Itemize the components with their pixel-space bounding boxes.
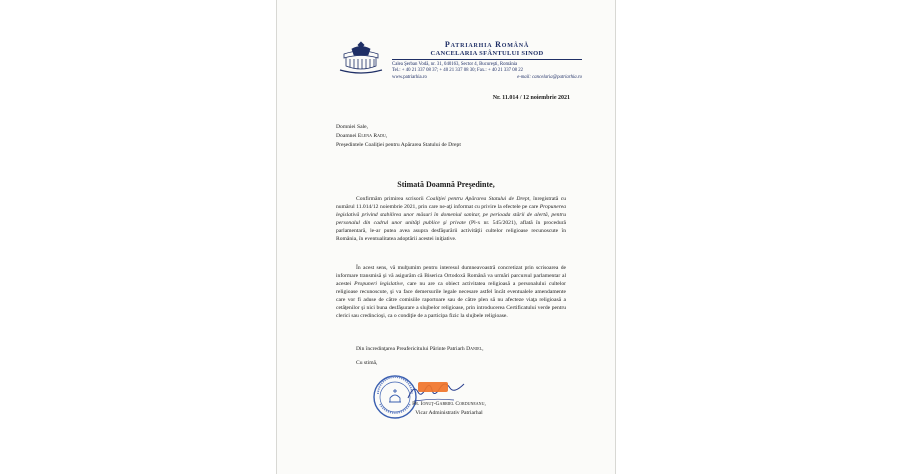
recipient-name: Elena Radu — [357, 133, 386, 139]
signature-block — [394, 400, 504, 418]
letterhead-rule — [392, 59, 582, 60]
closing-text: Cu stimă, — [356, 360, 378, 366]
recipient-prefix: Doamnei — [336, 133, 358, 139]
redaction-mark — [418, 382, 448, 392]
p1-text-a: Confirmăm primirea scrisorii — [356, 196, 427, 202]
paragraph-3 — [336, 345, 566, 353]
paragraph-1 — [336, 195, 566, 243]
page-edge-left — [276, 0, 277, 474]
p3-patriarch-name: Daniel — [466, 346, 483, 352]
letterhead — [392, 40, 582, 81]
closing — [336, 359, 566, 367]
salutation: Stimată Doamnă Preşedinte, — [397, 180, 495, 189]
p3-text-a: Din încredinţarea Preafericitului Părinte Patriarh — [356, 346, 467, 352]
paragraph-2 — [336, 264, 566, 320]
letterhead-email: e-mail: cancelaria@patriarhia.ro — [517, 74, 582, 80]
registration-number: Nr. 11.014 / 12 noiembrie 2021 — [492, 95, 570, 101]
page-edge-right — [615, 0, 616, 474]
recipient-line-2 — [336, 132, 461, 141]
p1-text-e: (Pl-x nr. 545/2021), aflată în procedură parlamentară, le-ar putea avea asupra desfăşurării activităţii cultelor religioase recunoscute în România, în eventualitatea adoptării acestei iniţiative. — [336, 220, 566, 242]
p2-text-a: În acest sens, vă mulţumim pentru interesul dumneavoastră concretizat prin scrisoarea de informare transmisă şi vă asigurăm că Biserica Ortodoxă Română va urmări parcursul parlamentar al acestei — [336, 265, 566, 287]
patriarchate-crest-icon — [338, 40, 384, 74]
letter-page — [276, 0, 616, 474]
p1-text-c: , înregistrată cu numărul 11.014/12 noiembrie 2021, prin care ne-aţi informat cu privire la efectele pe care — [336, 196, 566, 210]
signatory-role: Vicar Administrativ Patriarhal — [415, 410, 483, 416]
letterhead-subtitle: CANCELARIA SFÂNTULUI SINOD — [430, 50, 544, 57]
recipient-block — [336, 123, 461, 150]
recipient-suffix: , — [385, 133, 388, 139]
signatory-name: Pr. Ionuţ-Gabriel Corduneanu, — [412, 401, 486, 407]
recipient-line-1: Domniei Sale, — [336, 124, 369, 130]
letterhead-website: www.patriarhia.ro — [392, 74, 427, 80]
p3-text-c: , — [482, 346, 484, 352]
letterhead-phones: Tel.: + 40 21 337 08 37; + 40 21 337 08 30; Fax.: + 40 21 337 08 22 — [392, 68, 524, 74]
letterhead-title: Patriarhia Română — [444, 40, 530, 49]
letterhead-contacts — [392, 75, 582, 81]
letterhead-address: Calea Şerban Vodă, nr. 31, 040163, Sector 4, Bucureşti, România — [392, 62, 518, 67]
p2-text-c: , care nu are ca obiect activitatea religioasă a personalului cultelor religioase recunoscute, şi va face demersurile legale necesare astfel încât eventualele amendamente care vor fi aduse de către comisiile raportoare sau de către plen să nu afecteze viaţa religioasă a cetăţenilor şi nici buna desfăşurare a slujbelor religioase, prin introducerea Certificatului verde pentru clerici sau credincioşi, ca o condiţie de a participa fizic la slujbele religioase. — [336, 281, 566, 319]
p1-italic-coalition: Coaliţiei pentru Apărarea Statului de Drept — [426, 196, 530, 202]
p2-italic-proposal: Propuneri legislative — [354, 281, 403, 287]
p1-italic-proposal: Propunerea legislativă privind stabilirea unor măsuri în domeniul sanitar, pe perioada stării de alertă, pentru personalul din cadrul unor unităţi publice şi private — [336, 204, 566, 226]
recipient-line-3: Preşedintele Coaliţiei pentru Apărarea Statului de Drept — [336, 142, 461, 148]
